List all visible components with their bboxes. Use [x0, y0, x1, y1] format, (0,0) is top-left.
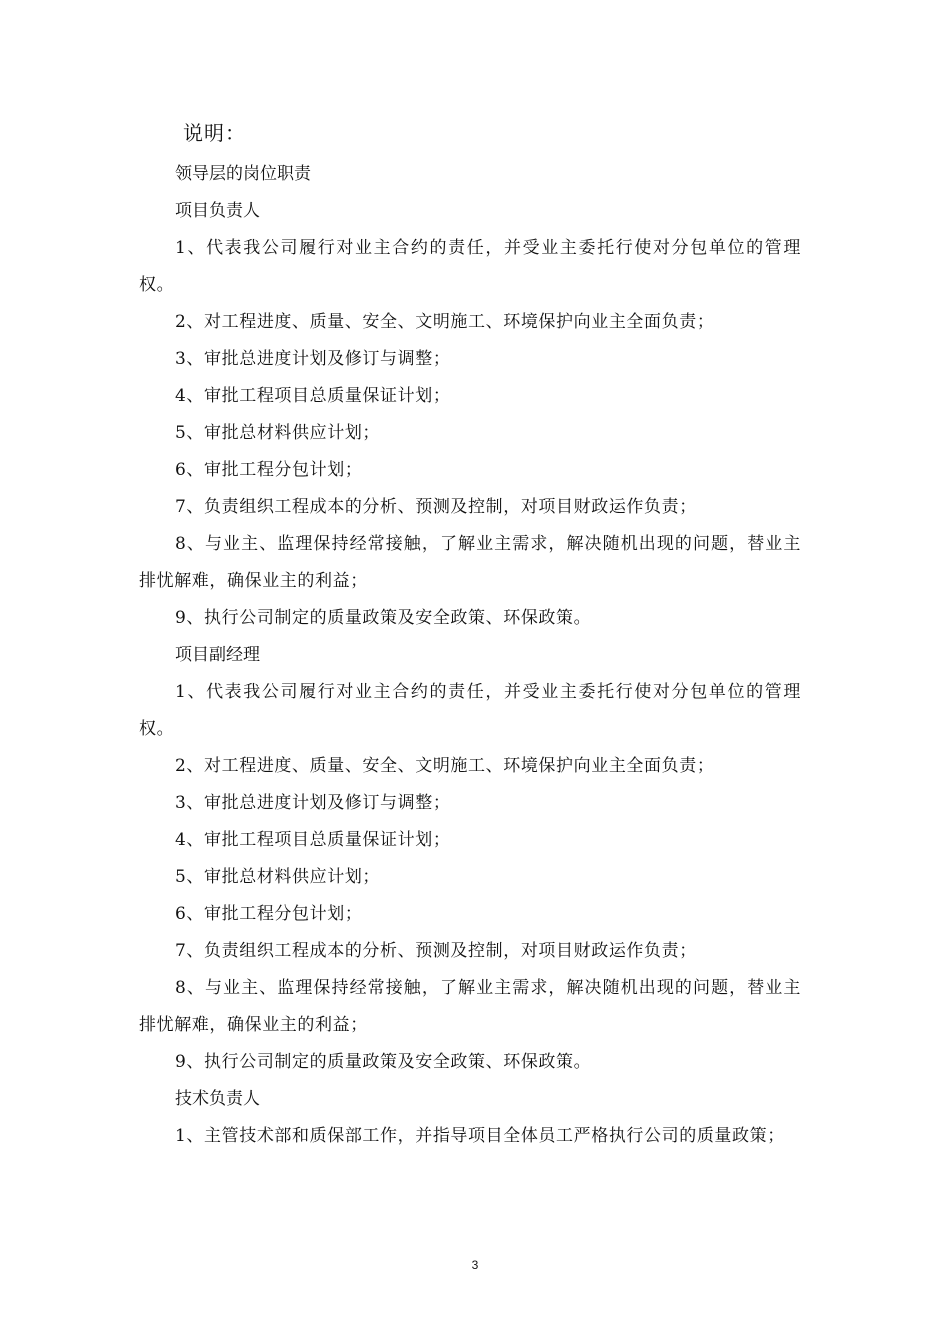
section-title: 领导层的岗位职责	[175, 164, 311, 184]
section-title: 项目副经理	[175, 645, 260, 665]
duty-item: 6、审批工程分包计划；	[175, 904, 363, 924]
duty-item: 5、审批总材料供应计划；	[175, 867, 381, 887]
duty-item: 6、审批工程分包计划；	[175, 460, 363, 480]
document-heading: 说明：	[183, 121, 246, 145]
duty-item: 4、审批工程项目总质量保证计划；	[175, 386, 451, 406]
section-project-leader	[139, 193, 801, 637]
duty-item: 5、审批总材料供应计划；	[175, 423, 381, 443]
section-title: 项目负责人	[175, 201, 260, 221]
duty-item: 3、审批总进度计划及修订与调整；	[175, 349, 451, 369]
duty-item: 2、对工程进度、质量、安全、文明施工、环境保护向业主全面负责；	[175, 312, 715, 332]
duty-item: 3、审批总进度计划及修订与调整；	[175, 793, 451, 813]
duty-item: 4、审批工程项目总质量保证计划；	[175, 830, 451, 850]
section-title: 技术负责人	[175, 1089, 260, 1109]
document-body	[139, 116, 801, 1155]
duty-item: 1、代表我公司履行对业主合约的责任，并受业主委托行使对分包单位的管理权。	[139, 238, 801, 295]
duty-item: 1、代表我公司履行对业主合约的责任，并受业主委托行使对分包单位的管理权。	[139, 682, 801, 739]
duty-item: 7、负责组织工程成本的分析、预测及控制，对项目财政运作负责；	[175, 497, 697, 517]
duty-item: 8、与业主、监理保持经常接触，了解业主需求，解决随机出现的问题，替业主排忧解难，确保业主的利益；	[139, 534, 801, 591]
duty-item: 9、执行公司制定的质量政策及安全政策、环保政策。	[175, 1052, 592, 1072]
duty-item: 7、负责组织工程成本的分析、预测及控制，对项目财政运作负责；	[175, 941, 697, 961]
page-number: 3	[471, 1258, 479, 1272]
duty-item: 2、对工程进度、质量、安全、文明施工、环境保护向业主全面负责；	[175, 756, 715, 776]
section-deputy-manager	[139, 637, 801, 1081]
duty-item: 8、与业主、监理保持经常接触，了解业主需求，解决随机出现的问题，替业主排忧解难，确保业主的利益；	[139, 978, 801, 1035]
duty-item: 9、执行公司制定的质量政策及安全政策、环保政策。	[175, 608, 592, 628]
section-technical-leader	[139, 1081, 801, 1155]
duty-item: 1、主管技术部和质保部工作，并指导项目全体员工严格执行公司的质量政策；	[175, 1126, 785, 1146]
section-leadership	[139, 156, 801, 193]
